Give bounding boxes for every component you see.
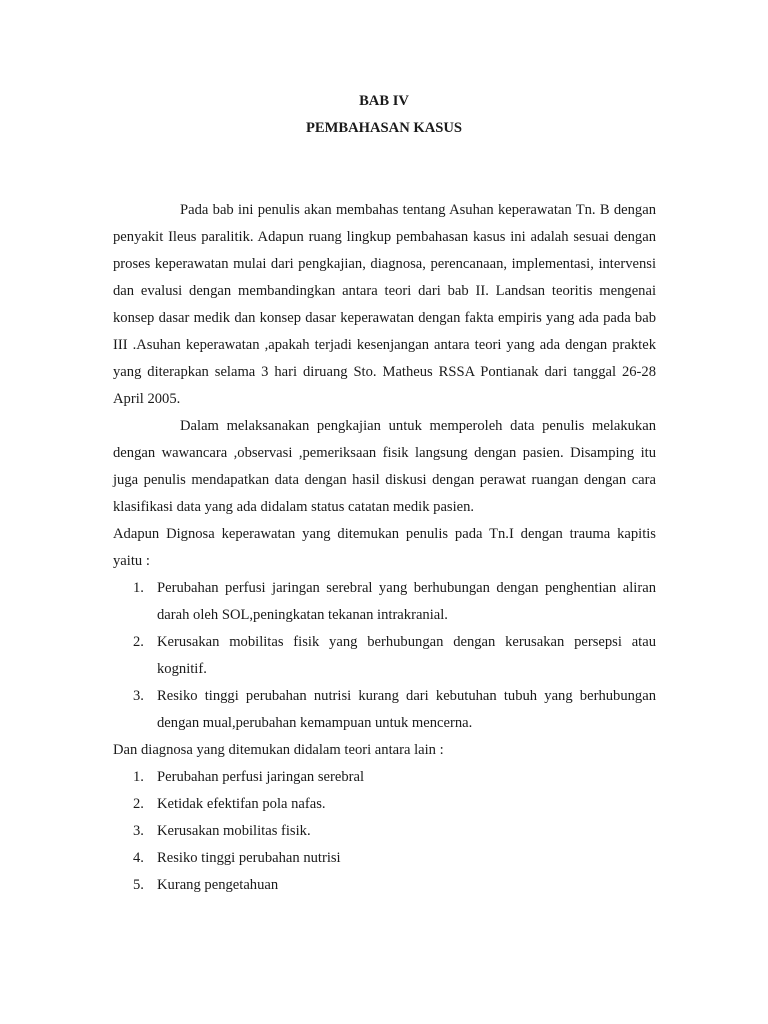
list-text: Resiko tinggi perubahan nutrisi kurang dari kebutuhan tubuh yang berhubungan dengan mual,perubahan kemampuan untuk mencerna. [157,688,656,731]
list-number: 5. [133,877,144,893]
list-item [113,791,656,818]
list-text: Resiko tinggi perubahan nutrisi [157,850,341,866]
list-item [113,845,656,872]
list-text: Kerusakan mobilitas fisik yang berhubungan dengan kerusakan persepsi atau kognitif. [157,634,656,677]
list-text: Kurang pengetahuan [157,877,279,893]
list-item [113,629,656,683]
list-text: Kerusakan mobilitas fisik. [157,823,311,839]
list-number: 4. [133,850,144,866]
theory-intro: Dan diagnosa yang ditemukan didalam teori antara lain : [113,742,444,758]
list-item [113,683,656,737]
chapter-title: PEMBAHASAN KASUS [305,120,463,136]
list-number: 2. [133,796,144,812]
list-number: 1. [133,580,144,596]
list-number: 2. [133,634,144,650]
list-text: Perubahan perfusi jaringan serebral [157,769,365,785]
diagnosis-intro: Adapun Dignosa keperawatan yang ditemukan penulis pada Tn.I dengan trauma kapitis yaitu : [113,526,656,569]
list-text: Ketidak efektifan pola nafas. [157,796,326,812]
diagnosis-list [113,575,656,737]
paragraph-data-collection: Dalam melaksanakan pengkajian untuk memperoleh data penulis melakukan dengan wawancara ,observasi ,pemeriksaan fisik langsung dengan pasien. Disamping itu juga penulis mendapatkan data dengan hasil diskusi dengan perawat ruangan dengan cara klasifikasi data yang ada didalam status catatan medik pasien. [113,418,656,515]
chapter-heading: BAB IV [359,93,409,109]
list-item [113,575,656,629]
list-number: 3. [133,688,144,704]
theory-list [113,764,656,899]
paragraph-intro: Pada bab ini penulis akan membahas tentang Asuhan keperawatan Tn. B dengan penyakit Ileus paralitik. Adapun ruang lingkup pembahasan kasus ini adalah sesuai dengan proses keperawatan mulai dari pengkajian, diagnosa, perencanaan, implementasi, intervensi dan evalusi dengan membandingkan antara teori dari bab II. Landsan teoritis mengenai konsep dasar medik dan konsep dasar keperawatan dengan fakta empiris yang ada pada bab III .Asuhan keperawatan ,apakah terjadi kesenjangan antara teori yang ada dengan praktek yang diterapkan selama 3 hari diruang Sto. Matheus RSSA Pontianak dari tanggal 26-28 April 2005. [113,202,656,407]
list-number: 1. [133,769,144,785]
list-text: Perubahan perfusi jaringan serebral yang berhubungan dengan penghentian aliran darah oleh SOL,peningkatan tekanan intrakranial. [157,580,656,623]
list-item [113,764,656,791]
list-number: 3. [133,823,144,839]
list-item [113,818,656,845]
body-text [113,197,656,899]
list-item [113,872,656,899]
